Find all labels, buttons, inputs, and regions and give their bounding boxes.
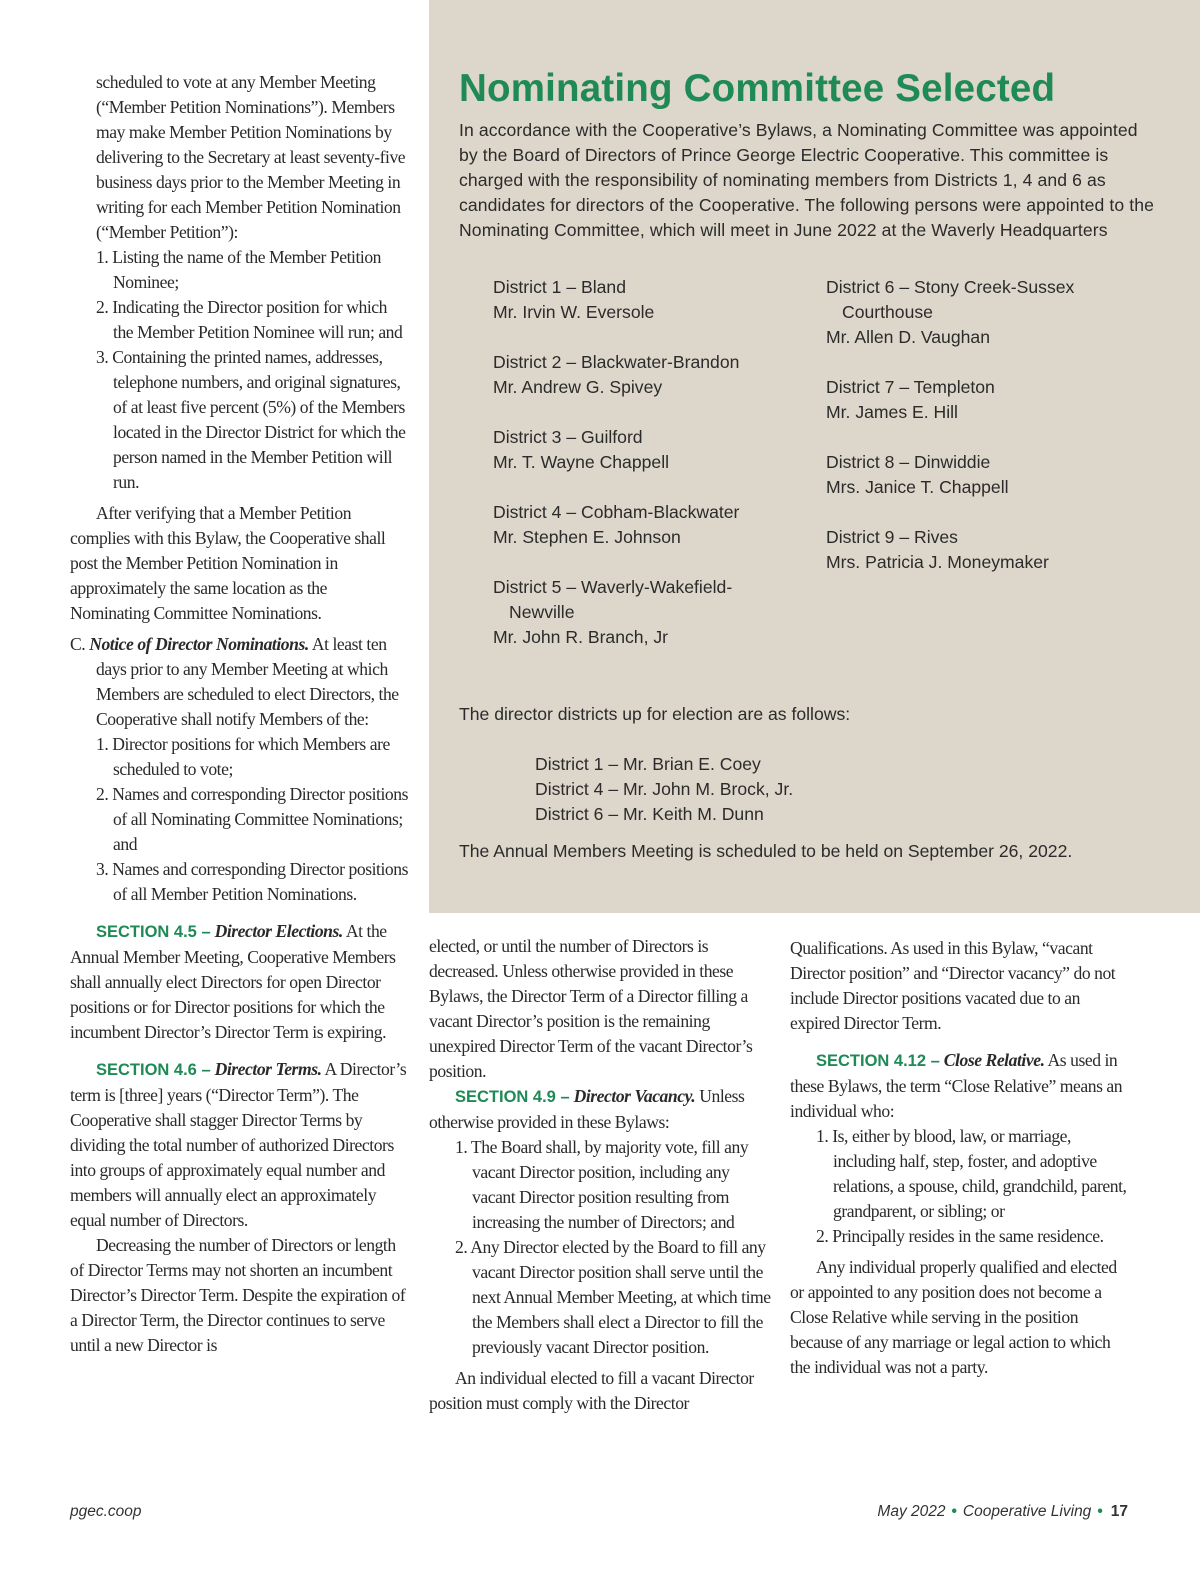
list-item: 2. Any Director elected by the Board to fill any vacant Director position shall serve until the next Annual Member Meeting, at which time the Members shall elect a Director to fill the previously vacant Director position.	[455, 1237, 771, 1357]
box-title: Nominating Committee Selected	[459, 67, 1056, 110]
box-intro: In accordance with the Cooperative’s Bylaws, a Nominating Committee was appointed by the Board of Directors of Prince George Electric Cooperative. This committee is charged with the responsibility of nominating members from Districts 1, 4 and 6 as candidates for directors of the Cooperative. The following persons were appointed to the Nominating Committee, which will meet in June 2022 at the Waverly Headquarters	[459, 120, 1155, 240]
nominee-name: Mr. Stephen E. Johnson	[493, 527, 681, 547]
notice-list	[70, 732, 410, 907]
paragraph: An individual elected to fill a vacant Director position must comply with the Director	[429, 1368, 754, 1413]
list-item: 2. Names and corresponding Director positions of all Nominating Committee Nominations; and	[96, 784, 409, 854]
section-label: SECTION 4.5 –	[96, 923, 211, 941]
relative-list	[790, 1124, 1130, 1249]
nominee-district: District 8 – Dinwiddie	[826, 452, 991, 472]
nominee-entry	[493, 350, 813, 400]
list-item: 1. The Board shall, by majority vote, fill any vacant Director position, including any vacant Director position resulting from increasing the number of Directors; and	[455, 1137, 749, 1232]
nominee-name: Mr. James E. Hill	[826, 402, 958, 422]
nominee-column-left	[493, 275, 813, 675]
footer-date: May 2022	[877, 1503, 946, 1520]
section-title: Close Relative.	[943, 1050, 1045, 1070]
list-item: 3. Containing the printed names, addresses, telephone numbers, and original signatures, of at least five percent (5%) of the Members located in the Director District for which the person named in the Member Petition will run.	[96, 347, 406, 492]
section-label: SECTION 4.9 –	[455, 1088, 570, 1106]
nominee-district: District 7 – Templeton	[826, 377, 995, 397]
nominee-entry	[826, 275, 1116, 350]
districts-up-list	[535, 752, 793, 827]
nominee-column-right	[826, 275, 1146, 600]
nominee-name: Mr. John R. Branch, Jr	[493, 627, 669, 647]
nominee-district: District 5 – Waverly-Wakefield-Newville	[493, 577, 733, 622]
nominee-entry	[826, 450, 1146, 500]
box-content	[459, 66, 1159, 861]
list-item: 3. Names and corresponding Director positions of all Member Petition Nominations.	[96, 859, 409, 904]
section-text: Unless otherwise provided in these Bylaws:	[429, 1086, 745, 1132]
district-up-item: District 6 – Mr. Keith M. Dunn	[535, 804, 764, 824]
nominating-committee-box	[429, 0, 1200, 913]
section-text: At the Annual Member Meeting, Cooperative Members shall annually elect Directors for open Director positions or for Director positions for which the incumbent Director’s Director Term is expiring.	[70, 921, 396, 1042]
section-4-5	[70, 919, 410, 1045]
nominee-district: District 4 – Cobham-Blackwater	[493, 502, 740, 522]
section-c-text: At least ten days prior to any Member Meeting at which Members are scheduled to elect Directors, the Cooperative shall notify Members of the:	[96, 634, 399, 729]
nominee-entry	[493, 500, 813, 550]
nominee-entry	[826, 525, 1146, 575]
nominee-district: District 1 – Bland	[493, 277, 626, 297]
page-number: 17	[1110, 1503, 1128, 1520]
section-title: Director Vacancy.	[573, 1086, 696, 1106]
nominee-entry	[826, 375, 1146, 425]
nominee-entry	[493, 575, 773, 650]
vacancy-list	[429, 1135, 774, 1360]
nominee-name: Mrs. Patricia J. Moneymaker	[826, 552, 1049, 572]
nominee-name: Mr. Irvin W. Eversole	[493, 302, 655, 322]
nominee-name: Mrs. Janice T. Chappell	[826, 477, 1009, 497]
nominee-district: District 9 – Rives	[826, 527, 958, 547]
list-item: 2. Indicating the Director position for which the Member Petition Nominee will run; and	[96, 297, 403, 342]
paragraph: Decreasing the number of Directors or length of Director Terms may not shorten an incumbent Director’s Director Term. Despite the expiration of a Director Term, the Director continues to serve until a new Director is	[70, 1235, 406, 1355]
list-item: 1. Listing the name of the Member Petition Nominee;	[96, 247, 382, 292]
bullet-icon: •	[1097, 1503, 1103, 1520]
section-4-9	[429, 1084, 774, 1135]
annual-meeting-note: The Annual Members Meeting is scheduled to be held on September 26, 2022.	[459, 841, 1073, 861]
section-4-6	[70, 1057, 410, 1233]
district-up-item: District 1 – Mr. Brian E. Coey	[535, 754, 761, 774]
footer-publication: Cooperative Living	[962, 1503, 1092, 1520]
section-label: SECTION 4.6 –	[96, 1061, 211, 1079]
section-c-title: Notice of Director Nominations.	[89, 634, 309, 654]
nominee-entry	[493, 275, 813, 325]
nominee-name: Mr. T. Wayne Chappell	[493, 452, 670, 472]
section-c-label: C.	[70, 634, 86, 654]
bullet-icon: •	[951, 1503, 957, 1520]
section-title: Director Elections.	[214, 921, 343, 941]
paragraph: Qualifications. As used in this Bylaw, “vacant Director position” and “Director vacancy” do not include Director positions vacated due to an expired Director Term.	[790, 938, 1116, 1033]
section-text: A Director’s term is [three] years (“Director Term”). The Cooperative shall stagger Director Terms by dividing the total number of authorized Directors into groups of approximately equal number and members will annually elect an approximately equal number of Directors.	[70, 1059, 407, 1230]
paragraph: After verifying that a Member Petition complies with this Bylaw, the Cooperative shall post the Member Petition Nomination in approximately the same location as the Nominating Committee Nominations.	[70, 503, 386, 623]
list-item: 1. Director positions for which Members are scheduled to vote;	[96, 734, 390, 779]
footer-website: pgec.coop	[70, 1503, 142, 1520]
text-column-1	[70, 70, 410, 1358]
text-column-3	[790, 936, 1130, 1380]
section-label: SECTION 4.12 –	[816, 1052, 940, 1070]
nominee-district: District 3 – Guilford	[493, 427, 643, 447]
nominee-district: District 2 – Blackwater-Brandon	[493, 352, 740, 372]
districts-up-label: The director districts up for election are as follows:	[459, 704, 851, 724]
nominee-grid	[459, 275, 1159, 675]
section-4-12	[790, 1048, 1130, 1124]
section-text: As used in these Bylaws, the term “Close Relative” means an individual who:	[790, 1050, 1123, 1121]
paragraph: Any individual properly qualified and elected or appointed to any position does not become a Close Relative while serving in the position because of any marriage or legal action to which the individual was not a party.	[790, 1257, 1117, 1377]
notice-paragraph	[70, 632, 410, 732]
nominee-name: Mr. Andrew G. Spivey	[493, 377, 663, 397]
list-item: 1. Is, either by blood, law, or marriage, including half, step, foster, and adoptive relations, a spouse, child, grandchild, parent, grandparent, or sibling; or	[816, 1126, 1127, 1221]
section-title: Director Terms.	[214, 1059, 322, 1079]
footer-folio	[877, 1503, 1128, 1521]
list-item: 2. Principally resides in the same residence.	[816, 1226, 1104, 1246]
nominee-name: Mr. Allen D. Vaughan	[826, 327, 990, 347]
district-up-item: District 4 – Mr. John M. Brock, Jr.	[535, 779, 794, 799]
nominee-entry	[493, 425, 813, 475]
text-column-2	[429, 934, 774, 1416]
paragraph: elected, or until the number of Directors is decreased. Unless otherwise provided in these Bylaws, the Director Term of a Director filling a vacant Director’s position is the remaining unexpired Director Term of the vacant Director’s position.	[429, 936, 753, 1081]
petition-list	[70, 245, 410, 495]
paragraph: scheduled to vote at any Member Meeting (“Member Petition Nominations”). Members may make Member Petition Nominations by delivering to the Secretary at least seventy-five business days prior to the Member Meeting in writing for each Member Petition Nomination (“Member Petition”):	[96, 72, 406, 242]
nominee-district: District 6 – Stony Creek-Sussex Courthouse	[826, 277, 1075, 322]
